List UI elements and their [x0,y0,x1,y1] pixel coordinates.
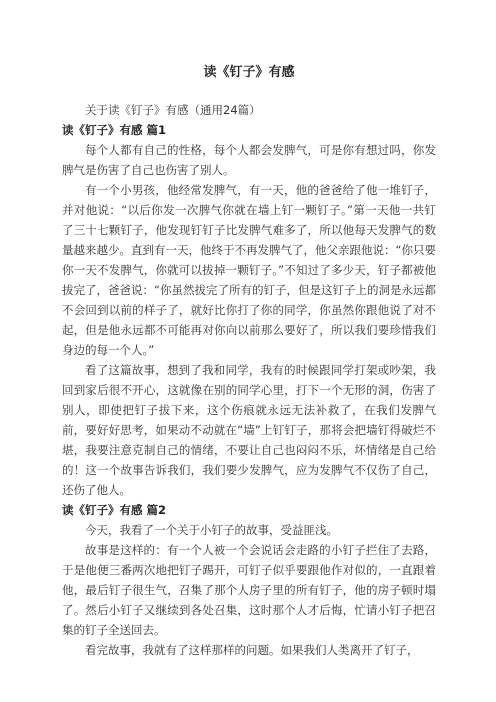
paragraph: 看完故事，我就有了这样那样的问题。如果我们人类离开了钉子， [85,643,419,657]
document-intro: 关于读《钉子》有感（通用24篇） [85,103,261,117]
paragraph: 有一个小男孩，他经常发脾气，有一天，他的爸爸给了他一堆钉子，并对他说：“以后你发一次脾气你就在墙上钉一颗钉子。”第一天他一共钉了三十七颗钉子，他发现钉钉子比发脾气难多了，所以他每天发脾气的数量越来越少。直到有一天，他终于不再发脾气了，他父亲跟他说：“你只要你一天不发脾气，你就可以拔掉一颗钉子。”不知过了多少天，钉子都被他拔完了，爸爸说：“你虽然拔完了所有的钉子，但是这钉子上的洞是永远都不会回到以前的样子了，就好比你打了你的同学，你虽然你跟他说了对不起，但是他永远都不可能再对你向以前那么要好了，所以我们要珍惜我们身边的每一个人。” [62,183,436,357]
section-heading: 读《钉子》有感 篇2 [62,503,167,517]
section-heading: 读《钉子》有感 篇1 [62,123,167,137]
paragraph: 故事是这样的：有一个人被一个会说话会走路的小钉子拦住了去路，于是他便三番两次地把钉子踢开，可钉子似乎要跟他作对似的，一直跟着他，最后钉子很生气，召集了那个人房子里的所有钉子，他的房子顿时塌了。然后小钉子又继续到各处召集，这时那个人才后悔，忙请小钉子把召集的钉子全送回去。 [62,543,436,637]
paragraph: 看了这篇故事，想到了我和同学，我有的时候跟同学打架或吵架，我回到家后很不开心，这就像在别的同学心里，打下一个无形的洞，伤害了别人，即使把钉子拔下来，这个伤痕就永远无法补救了，在我们发脾气前，要好好思考，如果动不动就在“墙”上钉钉子，那将会把墙钉得破烂不堪，我要注意克制自己的情绪，不要让自己也闷闷不乐，坏情绪是自己给的！这一个故事告诉我们，我们要少发脾气，应为发脾气不仅伤了自己，还伤了他人。 [62,363,436,497]
section-1 [62,120,436,500]
document-title: 读《钉子》有感 [203,65,295,80]
paragraph: 每个人都有自己的性格，每个人都会发脾气，可是你有想过吗，你发脾气是伤害了自己也伤害了别人。 [62,143,436,177]
section-2 [62,500,436,660]
paragraph: 今天，我看了一个关于小钉子的故事，受益匪浅。 [85,523,338,537]
